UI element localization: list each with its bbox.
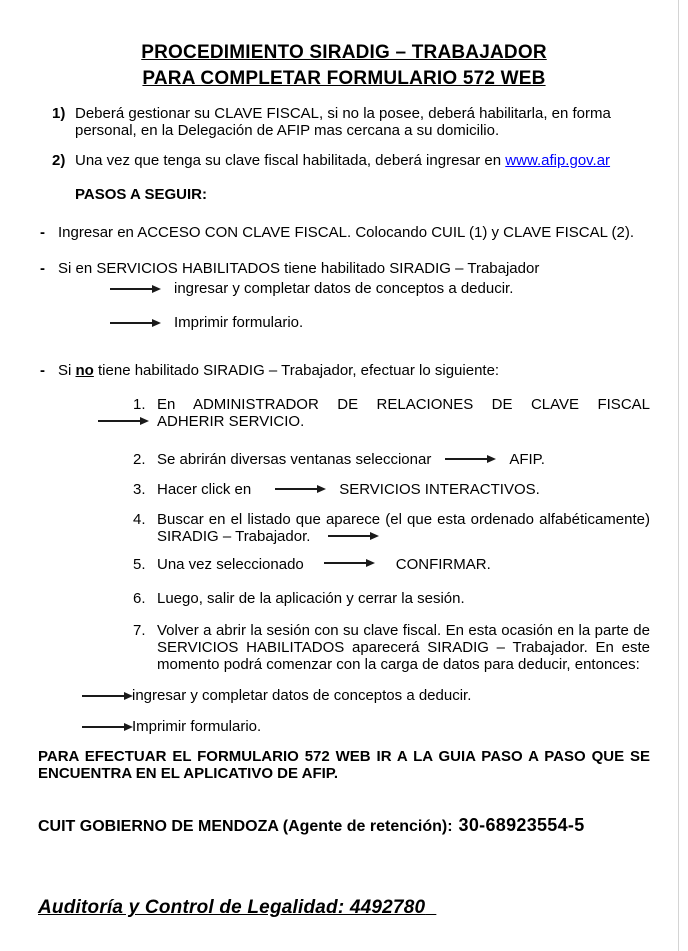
step-4-marker: 4. xyxy=(133,511,146,528)
cuit-value: 30-68923554-5 xyxy=(458,815,585,835)
cuit-label: CUIT GOBIERNO DE MENDOZA (Agente de retención): xyxy=(38,818,453,835)
step-1-line-2-text: ADHERIR SERVICIO. xyxy=(157,413,305,430)
bullet-dash: - xyxy=(40,224,45,241)
bullet-servicios-habilitados-text: Si en SERVICIOS HABILITADOS tiene habilitado SIRADIG – Trabajador xyxy=(58,260,540,277)
afip-link[interactable]: www.afip.gov.ar xyxy=(505,152,611,169)
step-2-after-arrow: AFIP. xyxy=(509,451,545,468)
bullet-dash: - xyxy=(40,260,45,277)
step-6-text: Luego, salir de la aplicación y cerrar la sesión. xyxy=(157,590,465,607)
step-3-before-arrow: Hacer click en xyxy=(157,481,252,498)
arrow-action-ingresar-1 xyxy=(110,280,650,297)
step-7-text: Volver a abrir la sesión con su clave fiscal. En esta ocasión en la parte de SERVICIOS HABILITADOS aparecerá SIRADIG – Trabajador. En este momento podrá comenzar con la carga de datos para deducir, entonces: xyxy=(157,622,650,673)
step-4-line-2 xyxy=(157,528,650,545)
step-3-body xyxy=(157,481,650,498)
arrow-icon xyxy=(110,288,152,290)
bullet-si-no-tiene xyxy=(40,362,650,379)
numbered-step-4 xyxy=(133,511,650,545)
arrow-action-imprimir-1-text: Imprimir formulario. xyxy=(174,314,304,331)
numbered-step-5 xyxy=(133,556,650,573)
audit-line: Auditoría y Control de Legalidad: 4492780 xyxy=(38,897,426,918)
arrow-icon xyxy=(328,535,370,537)
si-no-post: tiene habilitado SIRADIG – Trabajador, efectuar lo siguiente: xyxy=(93,362,500,379)
step-4-line-1: Buscar en el listado que aparece (el que esta ordenado alfabéticamente) xyxy=(157,511,650,528)
intro-item-2-marker: 2) xyxy=(52,152,66,169)
bullet-dash: - xyxy=(40,362,45,379)
step-2-body xyxy=(157,451,650,468)
numbered-step-2 xyxy=(133,451,650,468)
cuit-line xyxy=(38,817,650,835)
step-5-body xyxy=(157,556,650,573)
si-no-emphasis: no xyxy=(75,362,94,379)
steps-header: PASOS A SEGUIR: xyxy=(75,186,207,203)
step-1-line-1: En ADMINISTRADOR DE RELACIONES DE CLAVE FISCAL xyxy=(157,396,650,413)
step-4-line-2-text: SIRADIG – Trabajador. xyxy=(157,528,311,545)
si-no-pre: Si xyxy=(58,362,76,379)
arrow-icon xyxy=(82,726,124,728)
intro-item-2-text-before-link: Una vez que tenga su clave fiscal habilitada, deberá ingresar en xyxy=(75,152,506,169)
step-6-marker: 6. xyxy=(133,590,146,607)
numbered-step-7 xyxy=(133,622,650,673)
step-4-body xyxy=(157,511,650,545)
numbered-step-6 xyxy=(133,590,650,607)
step-2-before-arrow: Se abrirán diversas ventanas seleccionar xyxy=(157,451,432,468)
footer-note: PARA EFECTUAR EL FORMULARIO 572 WEB IR A LA GUIA PASO A PASO QUE SE ENCUENTRA EN EL APLICATIVO DE AFIP. xyxy=(38,748,650,782)
page-edge xyxy=(678,0,679,951)
intro-item-1 xyxy=(52,105,650,139)
step-2-marker: 2. xyxy=(133,451,146,468)
bullet-ingresar-acceso xyxy=(40,224,650,241)
numbered-step-3 xyxy=(133,481,650,498)
page-title xyxy=(38,40,650,92)
title-line-2: PARA COMPLETAR FORMULARIO 572 WEB xyxy=(142,68,546,89)
arrow-icon xyxy=(445,458,487,460)
arrow-icon xyxy=(98,420,140,422)
step-5-before-arrow: Una vez seleccionado xyxy=(157,556,304,573)
step-1-body xyxy=(157,396,650,430)
title-line-1: PROCEDIMIENTO SIRADIG – TRABAJADOR xyxy=(141,42,547,63)
step-7-marker: 7. xyxy=(133,622,146,639)
arrow-icon xyxy=(82,695,124,697)
arrow-icon xyxy=(324,562,366,564)
arrow-action-imprimir-1 xyxy=(110,314,650,331)
arrow-icon xyxy=(275,488,317,490)
arrow-action-imprimir-2-text: Imprimir formulario. xyxy=(132,718,262,735)
arrow-action-imprimir-2 xyxy=(82,718,650,735)
arrow-action-ingresar-2-text: ingresar y completar datos de conceptos a deducir. xyxy=(132,687,472,704)
arrow-icon xyxy=(110,322,152,324)
step-5-marker: 5. xyxy=(133,556,146,573)
step-1-line-2 xyxy=(157,413,650,430)
bullet-servicios-habilitados xyxy=(40,260,650,277)
bullet-ingresar-acceso-text: Ingresar en ACCESO CON CLAVE FISCAL. Colocando CUIL (1) y CLAVE FISCAL (2). xyxy=(58,224,635,241)
intro-item-2 xyxy=(52,152,650,169)
step-5-after-arrow: CONFIRMAR. xyxy=(395,556,491,573)
intro-item-1-marker: 1) xyxy=(52,105,66,122)
intro-item-1-text: Deberá gestionar su CLAVE FISCAL, si no la posee, deberá habilitarla, en forma personal, en la Delegación de AFIP mas cercana a su domicilio. xyxy=(75,105,611,139)
numbered-step-1 xyxy=(133,396,650,430)
step-1-marker: 1. xyxy=(133,396,146,413)
bullet-si-no-tiene-text xyxy=(58,362,650,379)
arrow-action-ingresar-2 xyxy=(82,687,650,704)
step-3-marker: 3. xyxy=(133,481,146,498)
step-3-after-arrow: SERVICIOS INTERACTIVOS. xyxy=(339,481,540,498)
arrow-action-ingresar-1-text: ingresar y completar datos de conceptos a deducir. xyxy=(174,280,514,297)
intro-item-2-text xyxy=(75,152,650,169)
